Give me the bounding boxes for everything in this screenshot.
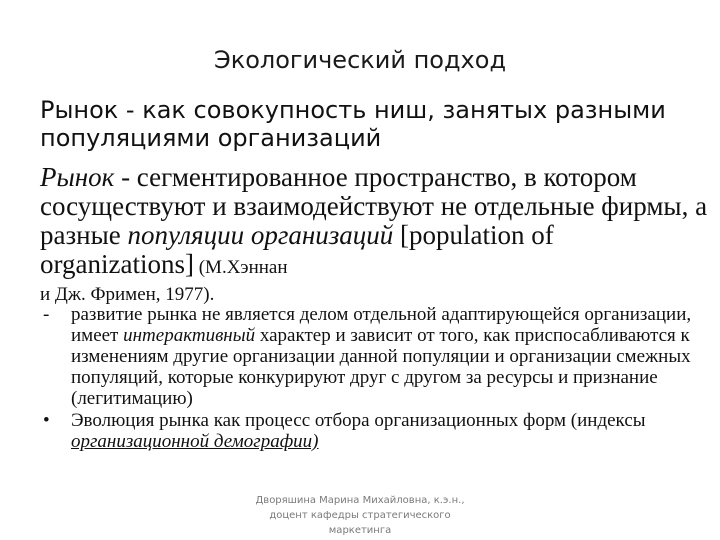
item-text-continued: характер и зависит от того, как приспосабливаются к изменениям другие организации данной популяции и организации смежных популяций, которые конкурируют друг с другом за ресурсы и признание (легитимацию) (71, 325, 691, 409)
item-text: развитие рынка не является делом отдельной адаптирующейся организации, имеет (71, 304, 692, 346)
list-item (40, 304, 700, 409)
points-list (40, 304, 700, 453)
term-market: Рынок (40, 162, 115, 192)
author-footer: Дворяшина Марина Михайловна, к.э.н., доцент кафедры стратегического маркетинга (255, 495, 465, 536)
slide-title: Экологический подход (213, 46, 507, 74)
english-term: [population of organizations] (40, 220, 554, 279)
citation-start: (М.Хэннан (193, 257, 288, 278)
item-text: Эволюция рынка как процесс отбора организационных форм (индексы (71, 410, 646, 431)
interactive-emphasis: интерактивный (123, 325, 256, 346)
populations-emphasis: популяции организаций (127, 220, 394, 250)
dash-marker: - (43, 304, 50, 325)
citation-end: и Дж. Фримен, 1977). (40, 284, 215, 305)
demography-emphasis: организационной демографии) (71, 431, 319, 452)
market-definition-niches: Рынок - как совокупность ниш, занятых разными популяциями организаций (40, 96, 666, 152)
list-item (40, 410, 700, 452)
definition-text: - сегментированное пространство, в котором сосуществуют и взаимодействуют не отдельные фирмы, а разные (40, 162, 708, 250)
market-definition-segmented (40, 163, 710, 307)
bullet-marker: • (43, 410, 50, 431)
